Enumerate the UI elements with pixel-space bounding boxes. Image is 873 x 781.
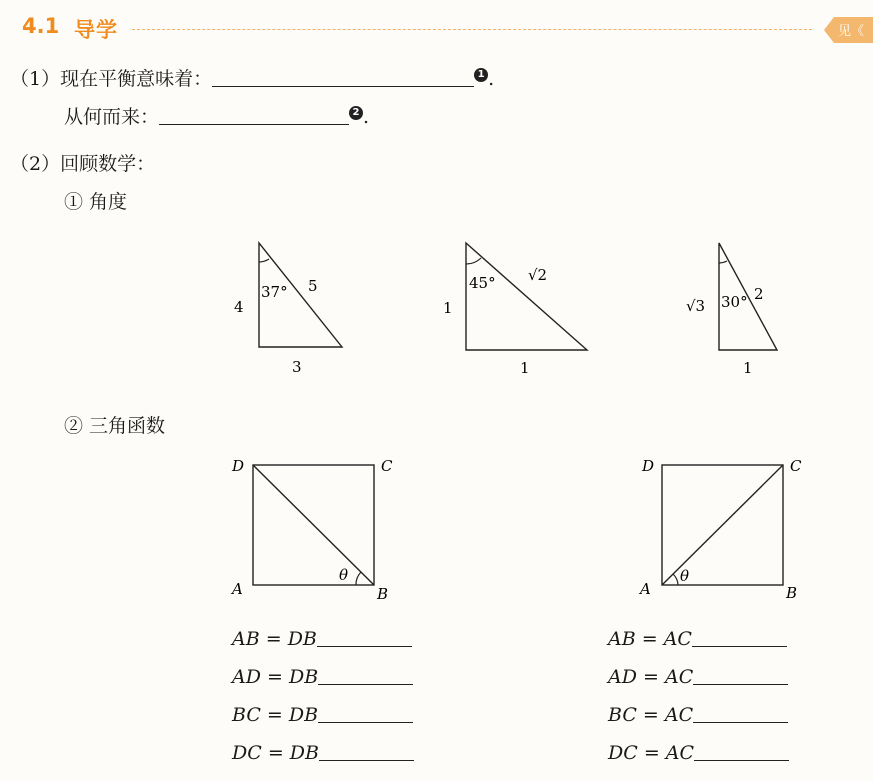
square-diagram-1 xyxy=(230,457,393,603)
answer-blank[interactable] xyxy=(318,702,413,723)
equation-row: BC = AC xyxy=(608,702,788,727)
equation-row: AB = AC xyxy=(608,626,787,651)
square-2-theta: θ xyxy=(680,567,690,585)
square-1-label-br: B xyxy=(377,585,389,603)
triangle-1-bottom-side: 3 xyxy=(292,358,302,376)
triangle-2-angle: 45° xyxy=(469,274,496,292)
question-1-sub-period: . xyxy=(363,106,370,128)
answer-blank[interactable] xyxy=(318,664,413,685)
square-diagram-2 xyxy=(638,457,802,602)
equation-row: AD = AC xyxy=(608,664,788,689)
triangle-1-angle: 37° xyxy=(261,283,288,301)
answer-blank[interactable] xyxy=(694,740,789,761)
triangle-3-left-side: √3 xyxy=(686,297,706,315)
square-2-label-tr: C xyxy=(790,457,802,475)
square-2-label-bl: A xyxy=(640,580,651,598)
triangle-3-bottom-side: 1 xyxy=(743,359,753,377)
question-1-sub-label: 从何而来： xyxy=(64,106,160,128)
square-1-label-bl: A xyxy=(232,580,243,598)
equation-row: DC = DB xyxy=(232,740,414,765)
footnote-marker-1: 1 xyxy=(474,68,488,82)
question-2-label: （2）回顾数学： xyxy=(10,153,156,175)
footnote-marker-2: 2 xyxy=(349,106,363,120)
triangle-3-angle: 30° xyxy=(721,293,748,311)
theta-arc xyxy=(356,572,361,585)
answer-blank[interactable] xyxy=(693,702,788,723)
square-1-label-tr: C xyxy=(381,457,393,475)
answer-blank[interactable] xyxy=(693,664,788,685)
equation-row: BC = DB xyxy=(232,702,413,727)
theta-arc xyxy=(673,574,678,585)
item-angles: ① 角度 xyxy=(64,191,128,213)
question-1-period: . xyxy=(488,68,495,90)
square-1-theta: θ xyxy=(339,566,349,584)
equation-row: DC = AC xyxy=(608,740,789,765)
triangle-2-bottom-side: 1 xyxy=(520,359,530,377)
answer-blank[interactable] xyxy=(692,626,787,647)
square-1-label-tl: D xyxy=(232,457,245,475)
answer-blank[interactable] xyxy=(317,626,412,647)
side-tab-label[interactable]: 见《 xyxy=(838,24,865,39)
triangle-1-hypotenuse: 5 xyxy=(308,277,318,295)
equation-row: AB = DB xyxy=(232,626,412,651)
triangle-2-left-side: 1 xyxy=(443,299,453,317)
triangle-1-left-side: 4 xyxy=(234,298,244,316)
question-1-label: （1）现在平衡意味着： xyxy=(10,68,213,90)
square-2-label-br: B xyxy=(786,584,798,602)
triangle-2-hypotenuse: √2 xyxy=(528,266,548,284)
item-trig: ② 三角函数 xyxy=(64,415,166,437)
square-2-label-tl: D xyxy=(642,457,655,475)
triangle-3-hypotenuse: 2 xyxy=(754,285,764,303)
section-title: 导学 xyxy=(74,18,118,42)
section-number: 4.1 xyxy=(22,14,60,38)
answer-blank[interactable] xyxy=(319,740,414,761)
equation-row: AD = DB xyxy=(232,664,413,689)
